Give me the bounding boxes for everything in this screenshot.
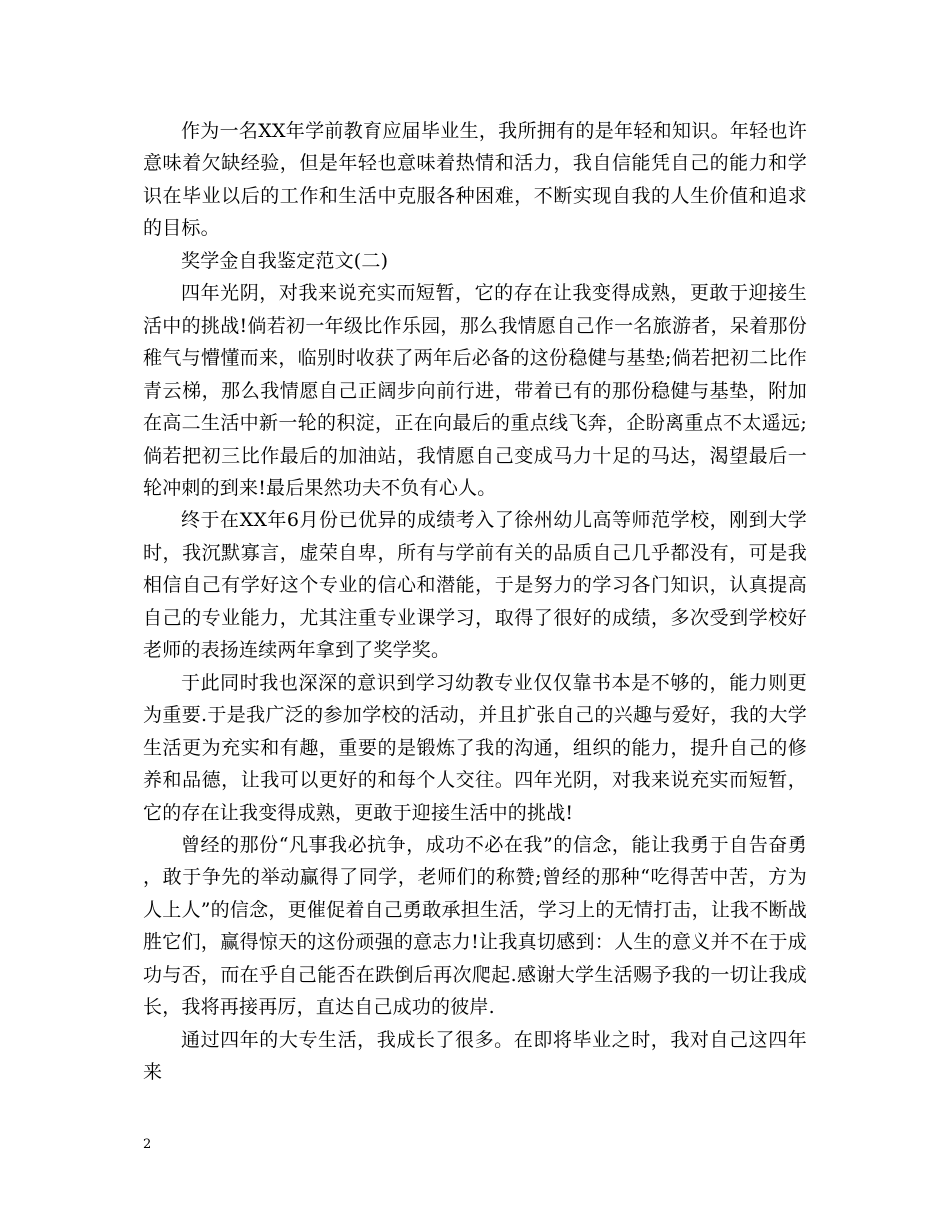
page-number: 2 (143, 1137, 152, 1152)
paragraph-activities: 于此同时我也深深的意识到学习幼教专业仅仅靠书本是不够的，能力则更为重要.于是我广泛的参加学校的活动，并且扩张自己的兴趣与爱好，我的大学生活更为充实和有趣，重要的是锻炼了我的沟通，组织的能力，提升自己的修养和品德，让我可以更好的和每个人交往。四年光阴，对我来说充实而短暂，它的存在让我变得成熟，更敢于迎接生活中的挑战! (143, 671, 807, 824)
document-body (143, 115, 807, 1089)
paragraph-four-years: 四年光阴，对我来说充实而短暂，它的存在让我变得成熟，更敢于迎接生活中的挑战!倘若初一年级比作乐园，那么我情愿自己作一名旅游者，呆着那份稚气与懵懂而来，临别时收获了两年后必备的这份稳健与基垫;倘若把初二比作青云梯，那么我情愿自己正阔步向前行进，带着已有的那份稳健与基垫，附加在高二生活中新一轮的积淀，正在向最后的重点线飞奔，企盼离重点不太遥远;倘若把初三比作最后的加油站，我情愿自己变成马力十足的马达，渴望最后一轮冲刺的到来!最后果然功夫不负有心人。 (143, 282, 807, 499)
paragraph-summary-start: 通过四年的大专生活，我成长了很多。在即将毕业之时，我对自己这四年来 (143, 1028, 807, 1084)
section-heading: 奖学金自我鉴定范文(二) (181, 249, 389, 272)
paragraph-intro: 作为一名XX年学前教育应届毕业生，我所拥有的是年轻和知识。年轻也许意味着欠缺经验，但是年轻也意味着热情和活力，我自信能凭自己的能力和学识在毕业以后的工作和生活中克服各种困难，不断实现自我的人生价值和追求的目标。 (143, 120, 807, 240)
paragraph-college-admission: 终于在XX年6月份已优异的成绩考入了徐州幼儿高等师范学校，刚到大学时，我沉默寡言，虚荣自卑，所有与学前有关的品质自己几乎都没有，可是我相信自己有学好这个专业的信心和潜能，于是努力的学习各门知识，认真提高自己的专业能力，尤其注重专业课学习，取得了很好的成绩，多次受到学校好老师的表扬连续两年拿到了奖学奖。 (143, 509, 807, 662)
paragraph-beliefs: 曾经的那份“凡事我必抗争，成功不必在我”的信念，能让我勇于自告奋勇，敢于争先的举动赢得了同学，老师们的称赞;曾经的那种“吃得苦中苦，方为人上人”的信念，更催促着自己勇敢承担生活，学习上的无情打击，让我不断战胜它们，赢得惊天的这份顽强的意志力!让我真切感到：人生的意义并不在于成功与否，而在乎自己能否在跌倒后再次爬起.感谢大学生活赐予我的一切让我成长，我将再接再厉，直达自己成功的彼岸. (143, 833, 807, 1019)
